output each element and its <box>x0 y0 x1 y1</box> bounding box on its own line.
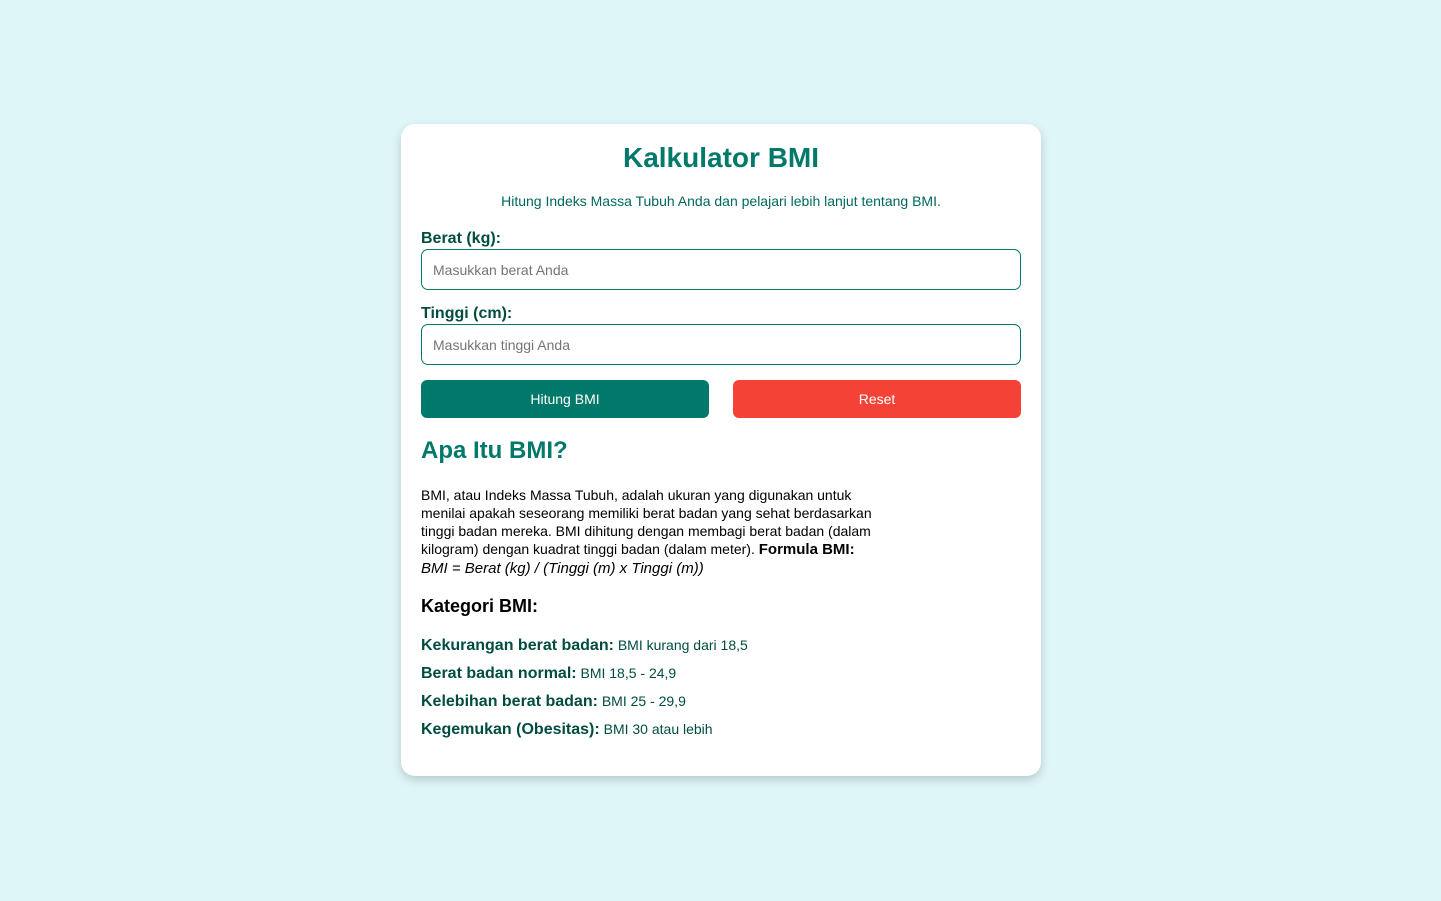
category-name: Kelebihan berat badan: <box>421 693 598 710</box>
category-range: BMI 30 atau lebih <box>603 721 713 737</box>
category-name: Berat badan normal: <box>421 665 577 682</box>
category-name: Kekurangan berat badan: <box>421 637 614 654</box>
category-range: BMI 25 - 29,9 <box>601 693 686 709</box>
category-item-obesity <box>421 721 713 739</box>
page-subtitle: Hitung Indeks Massa Tubuh Anda dan pelajari lebih lanjut tentang BMI. <box>501 193 941 209</box>
weight-label: Berat (kg): <box>421 230 502 247</box>
bmi-description <box>421 486 891 578</box>
category-item-overweight <box>421 693 686 711</box>
category-name: Kegemukan (Obesitas): <box>421 721 600 738</box>
bmi-card <box>401 124 1041 776</box>
category-range: BMI 18,5 - 24,9 <box>580 665 677 681</box>
categories-title: Kategori BMI: <box>421 596 538 616</box>
category-item-underweight <box>421 637 748 655</box>
calculate-bmi-button[interactable]: Hitung BMI <box>421 380 709 418</box>
reset-button[interactable]: Reset <box>733 380 1021 418</box>
height-label: Tinggi (cm): <box>421 305 513 322</box>
category-range: BMI kurang dari 18,5 <box>617 637 748 653</box>
category-item-normal <box>421 665 676 683</box>
formula-label: Formula BMI: <box>758 541 855 558</box>
bmi-description-text: BMI, atau Indeks Massa Tubuh, adalah ukuran yang digunakan untuk menilai apakah seseorang memiliki berat badan yang sehat berdasarkan tinggi badan mereka. BMI dihitung dengan membagi berat badan (dalam kilogram) dengan kuadrat tinggi badan (dalam meter). <box>421 487 872 557</box>
bmi-formula: BMI = Berat (kg) / (Tinggi (m) x Tinggi (m)) <box>421 560 704 577</box>
section-title-what-is-bmi: Apa Itu BMI? <box>421 437 568 464</box>
page-title: Kalkulator BMI <box>622 142 820 173</box>
weight-input[interactable] <box>421 249 1021 290</box>
height-input[interactable] <box>421 324 1021 365</box>
